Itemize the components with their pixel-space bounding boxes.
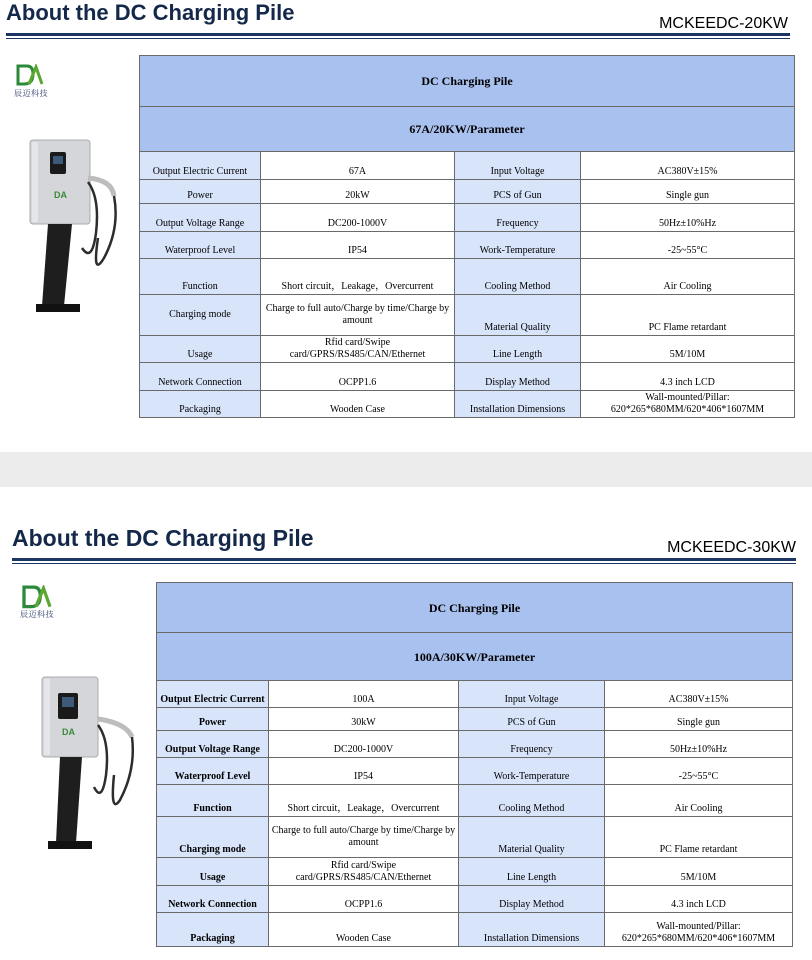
table-row [140,204,795,232]
spec-table [156,582,793,947]
param-label: Power [157,708,269,731]
param-value: AC380V±15% [605,681,793,708]
param-value: Wooden Case [269,913,459,947]
param-value: 30kW [269,708,459,731]
param-value: Wall-mounted/Pillar: 620*265*680MM/620*406*1607MM [605,913,793,947]
param-label: Power [140,180,261,204]
table-header: DC Charging Pile [157,583,793,633]
svg-text:DA: DA [54,190,67,200]
table-row [157,817,793,858]
table-row [140,336,795,363]
param-label: Charging mode [157,817,269,858]
table-row [157,913,793,947]
section-20kw [0,0,812,452]
param-label: Frequency [455,204,581,232]
param-value: 4.3 inch LCD [605,886,793,913]
param-value: Single gun [605,708,793,731]
param-value: Single gun [581,180,795,204]
table-subheader: 67A/20KW/Parameter [140,107,795,152]
table-row [157,858,793,886]
table-row [140,295,795,336]
table-row [157,708,793,731]
param-label: Network Connection [157,886,269,913]
param-value: OCPP1.6 [261,363,455,391]
svg-text:DA: DA [62,727,75,737]
param-value: PC Flame retardant [605,817,793,858]
param-label: PCS of Gun [455,180,581,204]
param-value: PC Flame retardant [581,295,795,336]
param-value: Short circuit，Leakage，Overcurrent [269,785,459,817]
spec-table [139,55,795,418]
param-value: IP54 [269,758,459,785]
param-label: Output Voltage Range [157,731,269,758]
param-label: Usage [140,336,261,363]
param-label: Usage [157,858,269,886]
param-value: Wooden Case [261,391,455,418]
table-row [157,758,793,785]
param-value: -25~55°C [605,758,793,785]
param-label: Waterproof Level [140,232,261,259]
param-label: Display Method [455,363,581,391]
table-row [157,886,793,913]
param-label: Cooling Method [459,785,605,817]
title-rule [6,33,790,36]
table-row [140,363,795,391]
table-row [140,152,795,180]
param-value: AC380V±15% [581,152,795,180]
param-label: Line Length [455,336,581,363]
table-row [140,232,795,259]
param-label: Function [157,785,269,817]
param-label: Packaging [157,913,269,947]
logo-text: 辰迈科技 [20,610,54,619]
param-value: DC200-1000V [261,204,455,232]
param-value: -25~55°C [581,232,795,259]
param-value: 5M/10M [605,858,793,886]
param-value: Rfid card/Swipe card/GPRS/RS485/CAN/Ethernet [261,336,455,363]
param-label: Work-Temperature [455,232,581,259]
charger-image [22,138,126,320]
param-label: Waterproof Level [157,758,269,785]
model-number: MCKEEDC-30KW [667,539,796,556]
param-value: Air Cooling [605,785,793,817]
param-value: 67A [261,152,455,180]
page-separator [0,452,812,487]
param-value: Wall-mounted/Pillar: 620*265*680MM/620*406*1607MM [581,391,795,418]
page-title: About the DC Charging Pile [12,525,314,551]
table-row [140,391,795,418]
table-row [157,785,793,817]
param-value: Short circuit，Leakage，Overcurrent [261,259,455,295]
param-value: Charge to full auto/Charge by time/Charge by amount [269,817,459,858]
param-label: Input Voltage [459,681,605,708]
logo-text: 辰迈科技 [14,89,48,98]
section-30kw [0,487,812,960]
param-label: Output Electric Current [140,152,261,180]
param-label: Work-Temperature [459,758,605,785]
param-label: Charging mode [140,295,261,336]
param-label: Cooling Method [455,259,581,295]
param-label: PCS of Gun [459,708,605,731]
table-subheader: 100A/30KW/Parameter [157,633,793,681]
logo-icon [20,585,54,611]
charger-image [40,675,144,857]
param-label: Output Electric Current [157,681,269,708]
table-row [157,681,793,708]
param-value: Rfid card/Swipe card/GPRS/RS485/CAN/Ethernet [269,858,459,886]
param-label: Input Voltage [455,152,581,180]
table-row [157,731,793,758]
table-row [140,180,795,204]
table-header: DC Charging Pile [140,56,795,107]
param-label: Network Connection [140,363,261,391]
logo-icon [16,64,44,88]
param-label: Installation Dimensions [459,913,605,947]
param-value: OCPP1.6 [269,886,459,913]
param-label: Material Quality [455,295,581,336]
param-label: Frequency [459,731,605,758]
param-value: 5M/10M [581,336,795,363]
param-value: Air Cooling [581,259,795,295]
param-label: Function [140,259,261,295]
param-value: Charge to full auto/Charge by time/Charge by amount [261,295,455,336]
param-value: 50Hz±10%Hz [605,731,793,758]
param-label: Display Method [459,886,605,913]
param-value: 100A [269,681,459,708]
page-title: About the DC Charging Pile [6,0,295,25]
model-number: MCKEEDC-20KW [659,15,788,32]
param-label: Output Voltage Range [140,204,261,232]
param-value: IP54 [261,232,455,259]
table-row [140,259,795,295]
param-label: Installation Dimensions [455,391,581,418]
param-value: 20kW [261,180,455,204]
param-value: 4.3 inch LCD [581,363,795,391]
param-value: DC200-1000V [269,731,459,758]
param-value: 50Hz±10%Hz [581,204,795,232]
param-label: Line Length [459,858,605,886]
title-rule [12,558,796,561]
param-label: Material Quality [459,817,605,858]
param-label: Packaging [140,391,261,418]
